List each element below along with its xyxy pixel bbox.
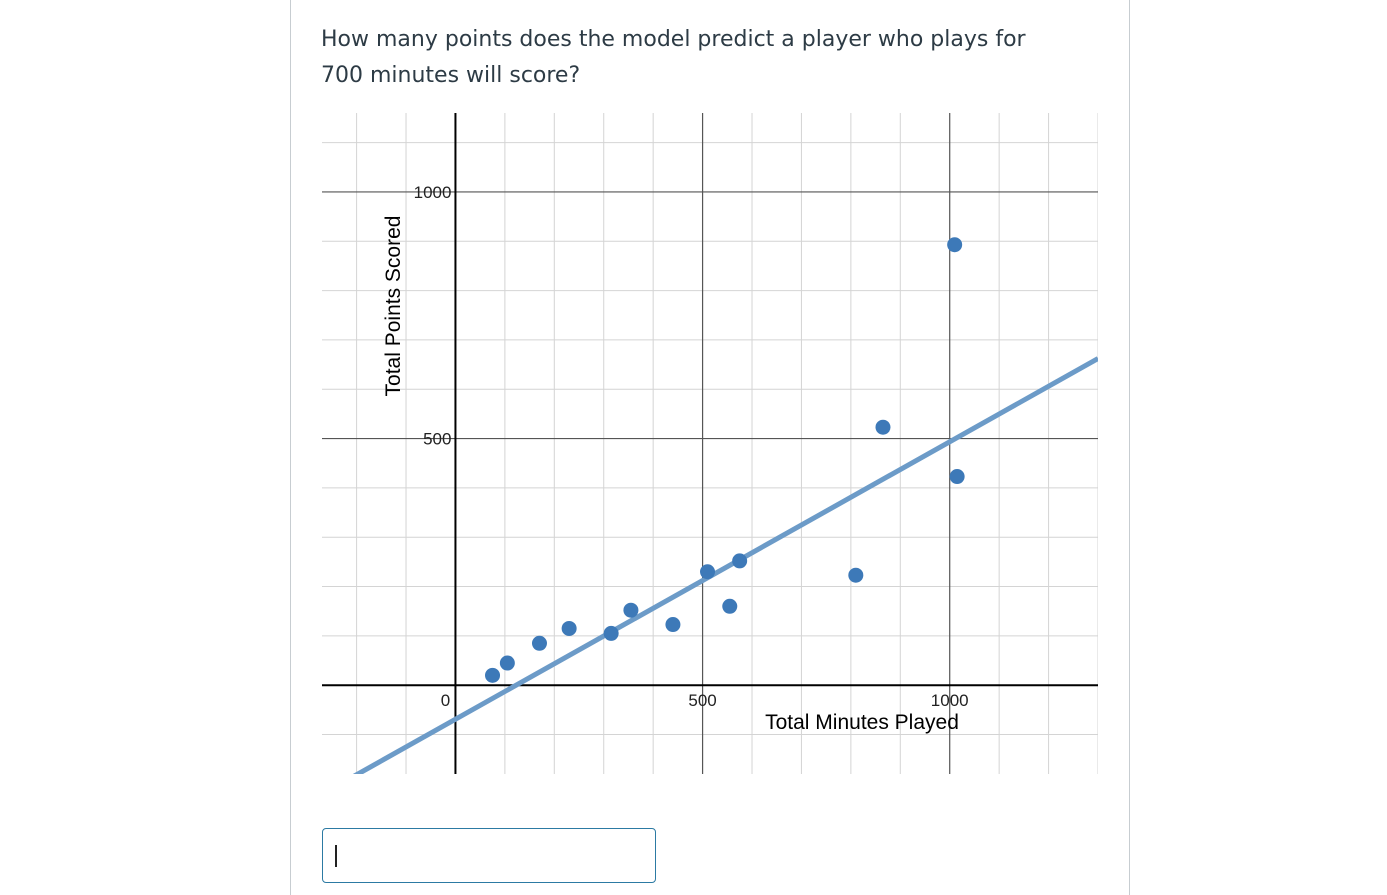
y-axis-label: Total Points Scored [382,215,405,397]
answer-input[interactable] [322,828,656,883]
y-tick-label: 1000 [413,182,452,202]
question-text: How many points does the model predict a player who plays for 700 minutes will score? [321,27,1026,88]
data-point [500,656,515,671]
data-point [947,237,962,252]
data-point [665,617,680,632]
y-tick-label: 500 [423,429,452,449]
x-tick-label: 1000 [930,691,969,711]
data-point [562,621,577,636]
data-point [485,668,500,683]
text-cursor [335,845,337,867]
data-point [623,603,638,618]
data-point [848,568,863,583]
scatter-plot [322,113,1098,774]
data-point [604,626,619,641]
data-point [532,636,547,651]
x-axis-label: Total Minutes Played [765,711,959,734]
data-point [700,564,715,579]
data-point [950,469,965,484]
data-point [722,599,737,614]
x-tick-label: 0 [440,691,451,711]
x-tick-label: 500 [688,691,717,711]
tick-labels [414,183,969,710]
data-points [485,237,965,683]
data-point [875,420,890,435]
data-point [732,553,747,568]
